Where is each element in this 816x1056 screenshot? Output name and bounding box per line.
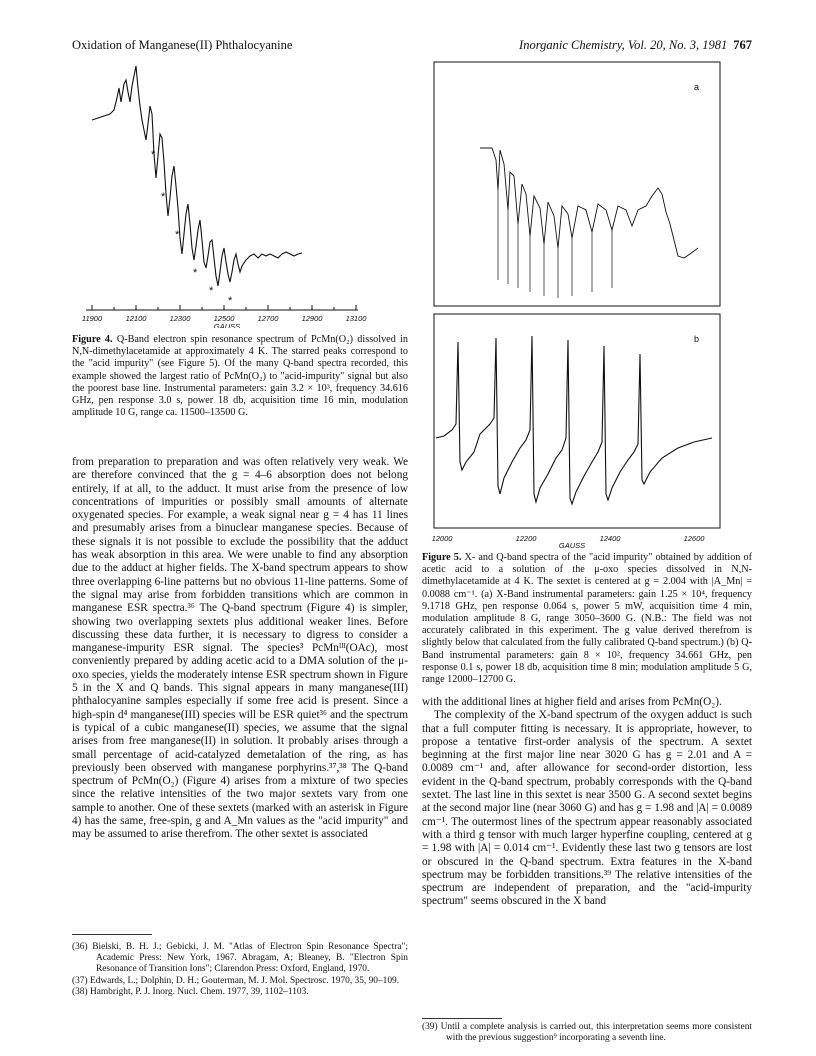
impurity-star: * (193, 267, 198, 279)
paragraph: from preparation to preparation and was often relatively very weak. We are therefore convinced that the g = 4–6 absorption does not belong entirely, if at all, to the adduct. It must arise from the presence of low concentrations of impurities or possibly small amounts of alternate oxygenated species. For example, a weak signal near g = 4 has 11 lines and presumably arises from a binuclear manganese species. Because of these signals it is not possible to exclude the possibility that the adduct has weak absorption in this area. We were unable to find any absorption due to the adduct at higher fields. The X-band spectrum appears to show three overlapping 6-line patterns but no obvious 11-line patterns. Some of the signal may arise from forbidden transitions which are common in manganese ESR spectra.³⁶ The Q-band spectrum (Figure 4) is simpler, showing two overlapping sextets plus additional weaker lines. Before discussing these data further, it is necessary to digress to consider a manganese-impurity ESR signal. The species³ PcMnᴵᴵᴵ(OAc), most conveniently prepared by adding acetic acid to a DMA solution of the μ-oxo species, yields the moderately intense ESR spectrum shown in Figure 5 in the X and Q bands. This signal appears in many manganese(III) phthalocyanine samples especially if some free acid is present. Since a high-spin d⁴ manganese(III) species will be ESR quiet³⁶ and the spectrum is typical of a cubic manganese(II) species, we assume that the signal arises from free manganese(II) in solution. It probably arises through a small percentage of acid-catalyzed demetalation of the ring, as has previously been observed with manganese porphyrins.³⁷,³⁸ The Q-band spectrum of PcMn(O₂) (Figure 4) arises from a mixture of two species since the relative intensities of the two major sextets vary from one sample to another. One of these sextets (marked with an asterisk in Figure 4) has the same, free-spin, g and A_Mn values as the "acid impurity" and may be assumed to arise therefrom. The other sextet is associated (72, 456, 408, 841)
figure-5a-trace (480, 148, 698, 258)
page-number: 767 (733, 38, 752, 52)
page-header (72, 38, 752, 56)
reference-item: (37) Edwards, L.; Dolphin, D. H.; Gouterman, M. J. Mol. Spectrosc. 1970, 35, 90–109. (72, 975, 400, 986)
axis-tick-label: 12900 (301, 314, 323, 323)
impurity-star: * (151, 149, 156, 161)
axis-tick-label: 12000 (431, 534, 453, 543)
axis-tick-label: 12200 (515, 534, 537, 543)
running-title: Oxidation of Manganese(II) Phthalocyanine (72, 38, 293, 52)
axis-tick-label: 12600 (683, 534, 705, 543)
axis-tick-label: 12400 (599, 534, 621, 543)
references-right (422, 1022, 752, 1044)
reference-item: (39) Until a complete analysis is carried out, this interpretation seems more consistent with the previous suggestion⁹ incorporating a seventh line. (422, 1022, 752, 1044)
journal-citation: Inorganic Chemistry, Vol. 20, No. 3, 1981 767 (519, 38, 752, 52)
figure-4-spectrum (72, 58, 408, 328)
footnote-rule (72, 934, 152, 935)
axis-unit-label: GAUSS (213, 322, 241, 328)
impurity-star: * (228, 295, 233, 307)
axis-tick-label: 12500 (213, 314, 235, 323)
right-body-text (422, 696, 752, 909)
panel-label-a: a (694, 82, 700, 92)
impurity-star: * (209, 285, 214, 297)
axis-tick-label: 13100 (345, 314, 367, 323)
paragraph: The complexity of the X-band spectrum of the oxygen adduct is such that a full computer fitting is necessary. It is appropriate, however, to propose a tentative first-order analysis of the spectrum. A sextet beginning at the first major line near 3020 G has g = 2.01 and A = 0.0089 cm⁻¹ and, after allowance for second-order distortion, less evident in the Q-band spectrum, probably corresponds with the Q-band sextet. The last line in this sextet is near 3500 G. A second sextet begins at the second major line (near 3060 G) and has g = 1.98 and |A| = 0.0089 cm⁻¹. The outermost lines of the spectrum appear reasonably associated with a third g tensor with much larger hyperfine coupling, centered at g = 1.98 with |A| = 0.014 cm⁻¹. Evidently these last two g tensors are lost or obscured in the Q-band spectrum. Extra features in the X-band spectrum may be forbidden transitions.³⁹ The relative intensities of the spectrum are independent of preparation, and the "acid-impurity spectrum" seems obscured in the X band (422, 709, 752, 908)
axis-tick-label: 12300 (169, 314, 191, 323)
axis-unit-label: GAUSS (558, 541, 586, 548)
reference-item: (38) Hambright, P. J. Inorg. Nucl. Chem. 1977, 39, 1102–1103. (72, 986, 309, 997)
impurity-star: * (175, 229, 180, 241)
figure-5a-spectrum (422, 60, 722, 308)
axis-tick-label: 12700 (257, 314, 279, 323)
figure-4-trace (92, 66, 302, 286)
paragraph: with the additional lines at higher field and arises from PcMn(O₂). (422, 696, 722, 708)
left-body-text (72, 456, 408, 842)
figure-5-caption: Figure 5. X- and Q-band spectra of the "acid impurity" obtained by addition of acetic acid to a solution of the μ-oxo species dissolved in N,N-dimethylacetamide at 4 K. The sextet is centered at g = 2.004 with |A_Mn| = 0.0088 cm⁻¹. (a) X-Band instrumental parameters: gain 1.25 × 10⁴, frequency 9.1718 GHz, pen response 0.064 s, power 5 mW, acquisition time 4 min, modulation amplitude 8 G, range 3050–3600 G. (N.B.: The field was not accurately calibrated in this experiment. The g value derived therefrom is slightly below that calculated from the fully calibrated Q-band spectrum.) (b) Q-Band instrumental parameters: gain 8 × 10², frequency 34.661 GHz, pen response 0.1 s, power 18 db, acquisition time 8 min; modulation amplitude 5 G, range 12000–12700 G. (422, 552, 752, 686)
axis-tick-label: 12100 (125, 314, 147, 323)
reference-item: (36) Bielski, B. H. J.; Gebicki, J. M. "Atlas of Electron Spin Resonance Spectra"; Academic Press: New York, 1967. Abragam, A; Bleaney, B. "Electron Spin Resonance of Transition Ions"; Clarendon Press: Oxford, England, 1970. (72, 942, 408, 975)
references-left (72, 942, 408, 998)
figure-4-caption: Figure 4. Q-Band electron spin resonance spectrum of PcMn(O₂) dissolved in N,N-dimethylacetamide at approximately 4 K. The starred peaks correspond to the "acid impurity" (see Figure 5). Of the many Q-band spectra recorded, this example showed the largest ratio of PcMn(O₂) to "acid-impurity" signal but also the poorest base line. Instrumental parameters: gain 3.2 × 10³, frequency 34.616 GHz, pen response 3.0 s, power 18 db, acquisition time 16 min, modulation amplitude 10 G, range ca. 11500–13500 G. (72, 334, 408, 419)
footnote-rule (422, 1018, 502, 1019)
impurity-star: * (161, 191, 166, 203)
panel-label-b: b (694, 334, 700, 344)
figure-5b-spectrum (422, 312, 722, 548)
figure-5b-trace (436, 336, 712, 504)
axis-tick-label: 11900 (81, 314, 103, 323)
